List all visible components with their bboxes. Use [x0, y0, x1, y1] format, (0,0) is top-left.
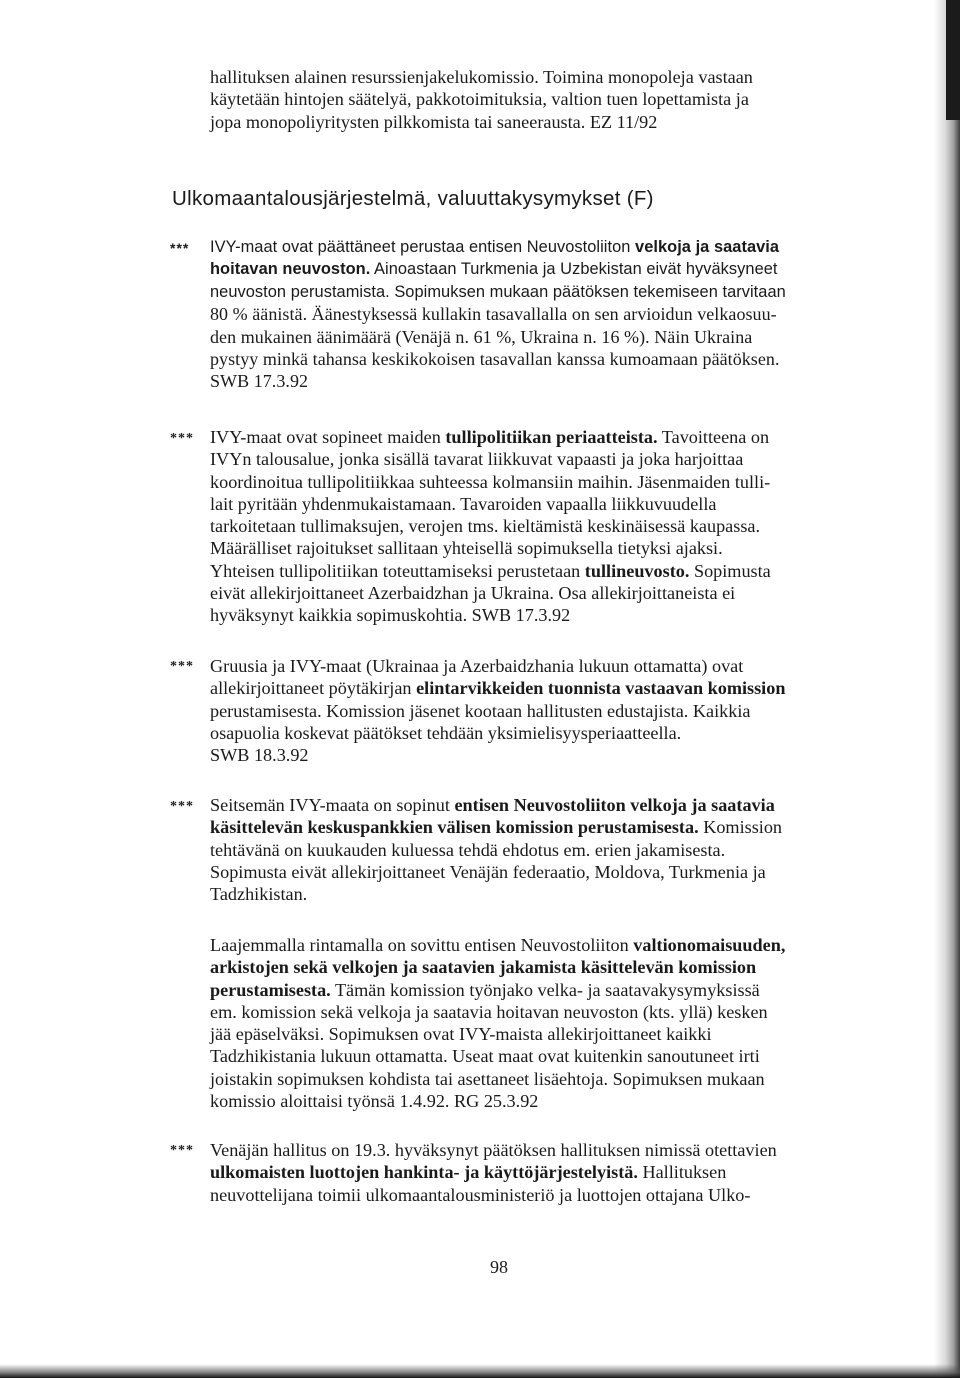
intro-line: hallituksen alainen resurssienjakelukomissio. Toimina monopoleja vastaan	[210, 67, 753, 87]
paragraph-valtionomaisuus: Laajemmalla rintamalla on sovittu entisen Neuvostoliiton valtionomaisuuden, arkistojen sekä velkojen ja saatavien jakamista käsittelevän komission perustamisesta. Tämän komission työnjako velka- ja saatavakysymyksissä em. komission sekä velkoja ja saatavia hoitavan neuvoston (kts. yllä) kesken jää epäselväksi. Sopimuksen ovat IVY-maista allekirjoittaneet kaikki Tadzhikistania lukuun ottamatta. Useat maat ovat kuitenkin sanoutuneet irti joistakin sopimuksen kohdista tai asettaneet lisäehtoja. Sopimuksen mukaan komissio aloittaisi työnsä 1.4.92. RG 25.3.92	[210, 935, 786, 1112]
entry-marker: ***	[170, 240, 190, 256]
entry-keskuspankit: Seitsemän IVY-maata on sopinut entisen Neuvostoliiton velkoja ja saatavia käsittelevän keskuspankkien välisen komission perustamisesta. Komission tehtävänä on kuukauden kuluessa tehdä ehdotus em. erien jakamisesta. Sopimusta eivät allekirjoittaneet Venäjän federaatio, Moldova, Turkmenia ja Tadzhikistan.	[210, 795, 783, 905]
entry-marker: ***	[170, 431, 194, 446]
scan-edge-shadow-bottom	[0, 1364, 960, 1378]
entry-velkoja-ja-saatavia: IVY-maat ovat päättäneet perustaa entisen Neuvostoliiton velkoja ja saatavia hoitavan neuvoston. Ainoastaan Turkmenia ja Uzbekistan eivät hyväksyneet neuvoston perustamista. Sopimuksen mukaan päätöksen tekemiseen tarvitaan 80 % äänistä. Äänestyksessä kullakin tasavallalla on sen arvioidun velkaosuu- den mukainen äänimäärä (Venäjä n. 61 %, Ukraina n. 16 %). Näin Ukraina pystyy minkä tahansa keskikokoisen tasavallan kanssa kumoamaan päätöksen. SWB 17.3.92	[210, 238, 786, 392]
entry-marker: ***	[170, 799, 194, 814]
intro-line: käytetään hintojen säätelyä, pakkotoimituksia, valtion tuen lopettamista ja	[210, 89, 749, 110]
scan-edge-shadow-right	[934, 0, 960, 1378]
entry-marker: ***	[170, 1143, 194, 1158]
intro-paragraph	[210, 66, 836, 133]
section-heading: Ulkomaantalousjärjestelmä, valuuttakysymykset (F)	[172, 187, 654, 210]
page-number: 98	[490, 1257, 508, 1277]
entry-tullipolitiikka: IVY-maat ovat sopineet maiden tullipolitiikan periaatteista. Tavoitteena on IVYn talousalue, jonka sisällä tavarat liikkuvat vapaasti ja joka harjoittaa koordinoitua tullipolitiikkaa suhteessa kolmansiin maihin. Jäsenmaiden tulli- lait pyritään yhdenmukaistamaan. Tavaroiden vapaalla liikkuvuudella tarkoitetaan tullimaksujen, verojen tms. kieltämistä keskinäisessä kaupassa. Määrälliset rajoitukset sallitaan yhteisellä sopimuksella tietyksi ajaksi. Yhteisen tullipolitiikan toteuttamiseksi perustetaan tullineuvosto. Sopimusta eivät allekirjoittaneet Azerbaidzhan ja Ukraina. Osa allekirjoittaneista ei hyväksynyt kaikkia sopimuskohtia. SWB 17.3.92	[210, 427, 771, 626]
intro-line: jopa monopoliyritysten pilkkomista tai saneerausta. EZ 11/92	[210, 111, 658, 132]
entry-marker: ***	[170, 659, 194, 674]
scan-edge-dark-corner	[946, 0, 960, 120]
entry-ulkomaiset-luotot: Venäjän hallitus on 19.3. hyväksynyt päätöksen hallituksen nimissä otettavien ulkomaisten luottojen hankinta- ja käyttöjärjestelyistä. Hallituksen neuvottelijana toimii ulkomaantalousministeriö ja luottojen ottajana Ulko-	[210, 1140, 777, 1205]
entry-elintarvikkeet: Gruusia ja IVY-maat (Ukrainaa ja Azerbaidzhania lukuun ottamatta) ovat allekirjoittaneet pöytäkirjan elintarvikkeiden tuonnista vastaavan komission perustamisesta. Komission jäsenet kootaan hallitusten edustajista. Kaikkia osapuolia koskevat päätökset tehdään yksimielisyysperiaatteella. SWB 18.3.92	[210, 656, 786, 766]
